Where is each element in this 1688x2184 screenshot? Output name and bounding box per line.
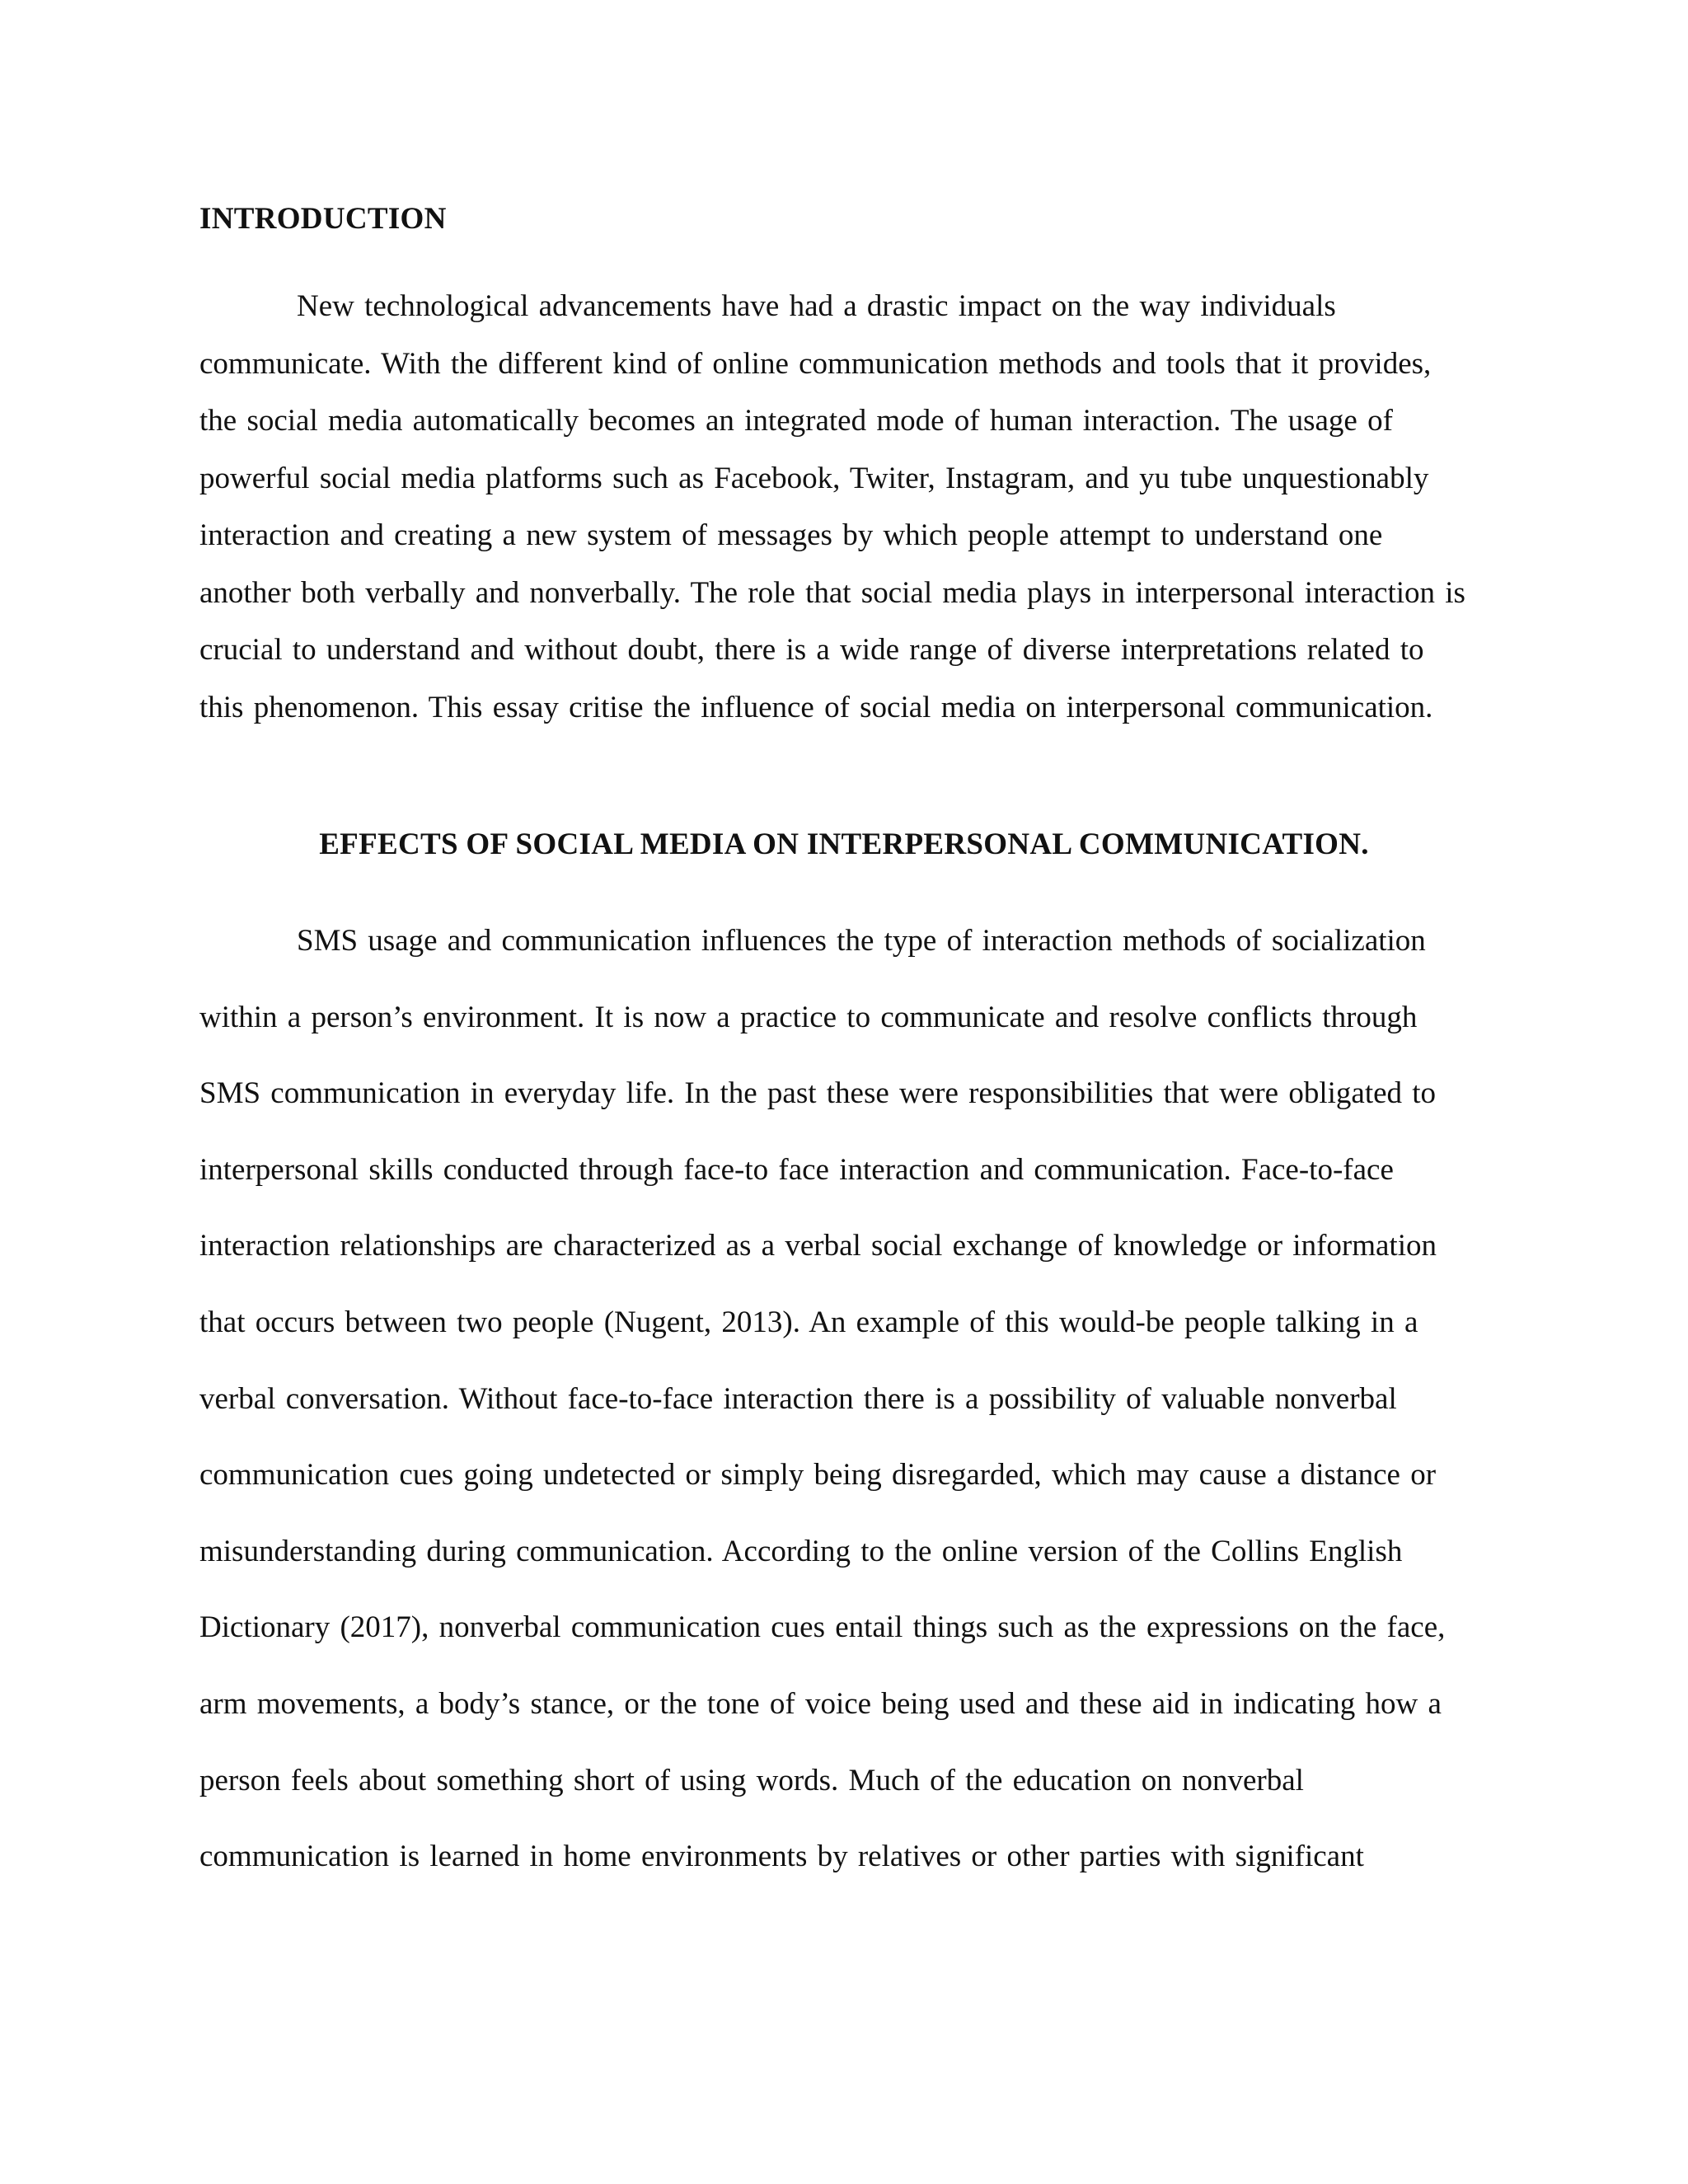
introduction-heading: INTRODUCTION — [199, 202, 447, 236]
effects-paragraph — [199, 903, 1469, 1896]
introduction-paragraph — [199, 278, 1469, 736]
effects-paragraph-text: SMS usage and communication influences the type of interaction methods of socialization within a person’s environment. It is now a practice to communicate and resolve conflicts through SMS communication in everyday life. In the past these were responsibilities that were obligated to interpersonal skills conducted through face-to face interaction and communication. Face-to-face interaction relationships are characterized as a verbal social exchange of knowledge or information that occurs between two people (Nugent, 2013). An example of this would-be people talking in a verbal conversation. Without face-to-face interaction there is a possibility of valuable nonverbal communication cues going undetected or simply being disregarded, which may cause a distance or misunderstanding during communication. According to the online version of the Collins English Dictionary (2017), nonverbal communication cues entail things such as the expressions on the face, arm movements, a body’s stance, or the tone of voice being used and these aid in indicating how a person feels about something short of using words. Much of the education on nonverbal communication is learned in home environments by relatives or other parties with significant — [199, 924, 1446, 1874]
effects-heading: EFFECTS OF SOCIAL MEDIA ON INTERPERSONAL COMMUNICATION. — [319, 827, 1369, 861]
introduction-paragraph-text: New technological advancements have had a drastic impact on the way individuals communicate. With the different kind of online communication methods and tools that it provides, the social media automatically becomes an integrated mode of human interaction. The usage of powerful social media platforms such as Facebook, Twiter, Instagram, and yu tube unquestionably interaction and creating a new system of messages by which people attempt to understand one another both verbally and nonverbally. The role that social media plays in interpersonal interaction is crucial to understand and without doubt, there is a wide range of diverse interpretations related to this phenomenon. This essay critise the influence of social media on interpersonal communication. — [199, 289, 1465, 724]
